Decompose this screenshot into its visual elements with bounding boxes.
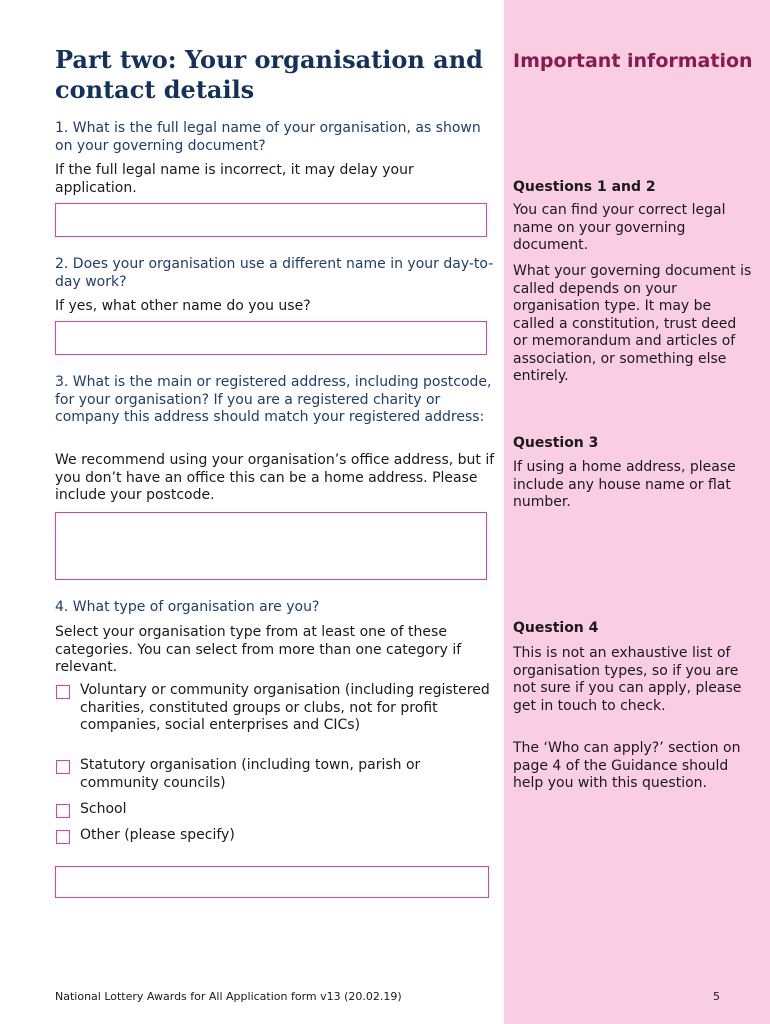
page-number: 5	[713, 990, 720, 1003]
other-checkbox[interactable]	[56, 830, 70, 844]
voluntary-option-label: Voluntary or community organisation (including registered charities, constituted groups or clubs, not for profit companies, social enterprises and CICs)	[80, 682, 490, 733]
legal-name-field[interactable]	[55, 203, 487, 237]
question-3-label: 3. What is the main or registered address, including postcode, for your organisation? If you are a registered charity or company this address should match your registered address:	[55, 374, 492, 425]
school-checkbox[interactable]	[56, 804, 70, 818]
statutory-option-label: Statutory organisation (including town, parish or community councils)	[80, 757, 421, 791]
sidebar-q3-text: If using a home address, please include any house name or flat number.	[513, 459, 736, 510]
footer-text: National Lottery Awards for All Application form v13 (20.02.19)	[55, 990, 402, 1003]
sidebar-q4-title: Question 4	[513, 620, 599, 636]
sidebar-q4-text-2: The ‘Who can apply?’ section on page 4 of the Guidance should help you with this question.	[513, 740, 741, 791]
other-specify-field[interactable]	[55, 866, 489, 898]
other-option-label: Other (please specify)	[80, 827, 235, 843]
question-4-note: Select your organisation type from at least one of these categories. You can select from more than one category if relevant.	[55, 624, 462, 675]
sidebar-q3-title: Question 3	[513, 435, 599, 451]
sidebar-q4-text-1: This is not an exhaustive list of organisation types, so if you are not sure if you can apply, please get in touch to check.	[513, 645, 742, 714]
question-3-note: We recommend using your organisation’s office address, but if you don’t have an office this can be a home address. Please include your postcode.	[55, 452, 495, 503]
other-name-field[interactable]	[55, 321, 487, 355]
sidebar-q12-text-2: What your governing document is called depends on your organisation type. It may be called a constitution, trust deed or memorandum and articles of association, or something else entirely.	[513, 263, 752, 384]
sidebar-q12-title: Questions 1 and 2	[513, 179, 656, 195]
sidebar-q12-text-1: You can find your correct legal name on your governing document.	[513, 202, 726, 253]
school-option-label: School	[80, 801, 127, 817]
page-title: Part two: Your organisation and contact details	[55, 45, 483, 104]
sidebar-heading: Important information	[513, 50, 753, 72]
question-2-note: If yes, what other name do you use?	[55, 298, 311, 314]
voluntary-checkbox[interactable]	[56, 685, 70, 699]
question-4-label: 4. What type of organisation are you?	[55, 599, 320, 615]
question-1-label: 1. What is the full legal name of your organisation, as shown on your governing document?	[55, 120, 481, 154]
address-field[interactable]	[55, 512, 487, 580]
question-1-note: If the full legal name is incorrect, it may delay your application.	[55, 162, 414, 196]
info-sidebar	[504, 0, 770, 1024]
question-2-label: 2. Does your organisation use a different name in your day-to-day work?	[55, 256, 494, 290]
statutory-checkbox[interactable]	[56, 760, 70, 774]
